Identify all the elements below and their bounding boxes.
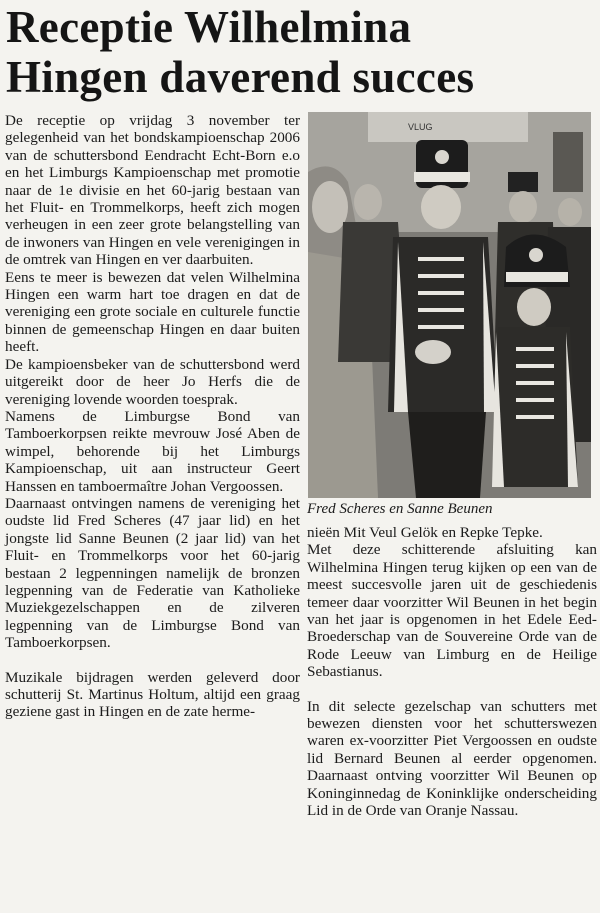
photo-caption: Fred Scheres en Sanne Beunen [307,501,493,517]
headline-line-2: Hingen daverend succes [6,52,475,102]
paragraph-music: Muzikale bijdragen werden geleverd door schutterij St. Martinus Holtum, altijd een graag geziene gast in Hingen en de zate herme- [5,668,300,721]
headline-line-1: Receptie Wilhelmina [6,2,412,52]
photo-illustration [308,112,591,498]
paragraph-select-company: In dit selecte gezelschap van schutters met bewezen diensten voor het schutterswezen waren ex-voorzitter Piet Vergoossen en oudste lid Bernard Beunen al eerder opgenomen. Daarnaast ontving voorzitter Wil Beunen op Koninginnedag de Koninklijke onderscheiding Lid in de Orde van Oranje Nassau. [307,697,597,820]
paragraph-cup: De kampioensbeker van de schuttersbond werd uitgereikt door de heer Jo Herfs die de vereniging lovende woorden toesprak. [5,355,300,408]
paragraph-continuation: nieën Mit Veul Gelök en Repke Tepke. [307,524,543,541]
paragraph-medals: Daarnaast ontvingen namens de vereniging het oudste lid Fred Scheres (47 jaar lid) en het jongste lid Sanne Beunen (2 jaar lid) van het Fluit- en Trommelkorps voor het 60-jarig bestaan 2 legpenningen namelijk de bronzen legpenning van de Federatie van Katholieke Muziekgezelschappen en de zilveren legpenning van de Limburgse Bond van Tamboerkorpsen. [5,494,300,652]
article-photo [308,112,591,498]
paragraph-gap [5,652,300,669]
right-column [307,524,597,820]
paragraph-gap-right [307,681,597,698]
article-headline [6,2,596,102]
paragraph-warm-heart: Eens te meer is bewezen dat velen Wilhelmina Hingen een warm hart toe dragen en dat de vereniging een grote sociale en culturele functie binnen de gemeenschap Hingen en daar buiten heeft. [5,268,300,356]
paragraph-pennant: Namens de Limburgse Bond van Tamboerkorpsen reikte mevrouw José Aben de wimpel, behorende bij het Limburgs Kampioenschap, uit aan instructeur Geert Hanssen en tamboermaître Johan Vergoossen. [5,407,300,495]
paragraph-closing: Met deze schitterende afsluiting kan Wilhelmina Hingen terug kijken op een van de meest succesvolle jaren uit de geschiedenis temeer daar voorzitter Wil Beunen in het begin van het jaar is opgenomen in het Edele Eed-Broederschap van de Souvereine Orde van de Rode Leeuw van Limburg en de Heilige Sebastianus. [307,541,597,681]
photo-sign-text: VLUG [408,122,433,132]
paragraph-intro: De receptie op vrijdag 3 november ter gelegenheid van het bondskampioenschap 2006 van de schuttersbond Eendracht Echt-Born e.o en het Limburgs Kampioenschap met promotie naar de 1e divisie en het 60-jarig bestaan van het Fluit- en Trommelkorps, heeft zich mogen verheugen in een zeer grote belangstelling van de inwoners van Hingen en vele verenigingen in de omtrek van Hingen en ver daarbuiten. [5,112,300,269]
left-column [5,112,300,721]
